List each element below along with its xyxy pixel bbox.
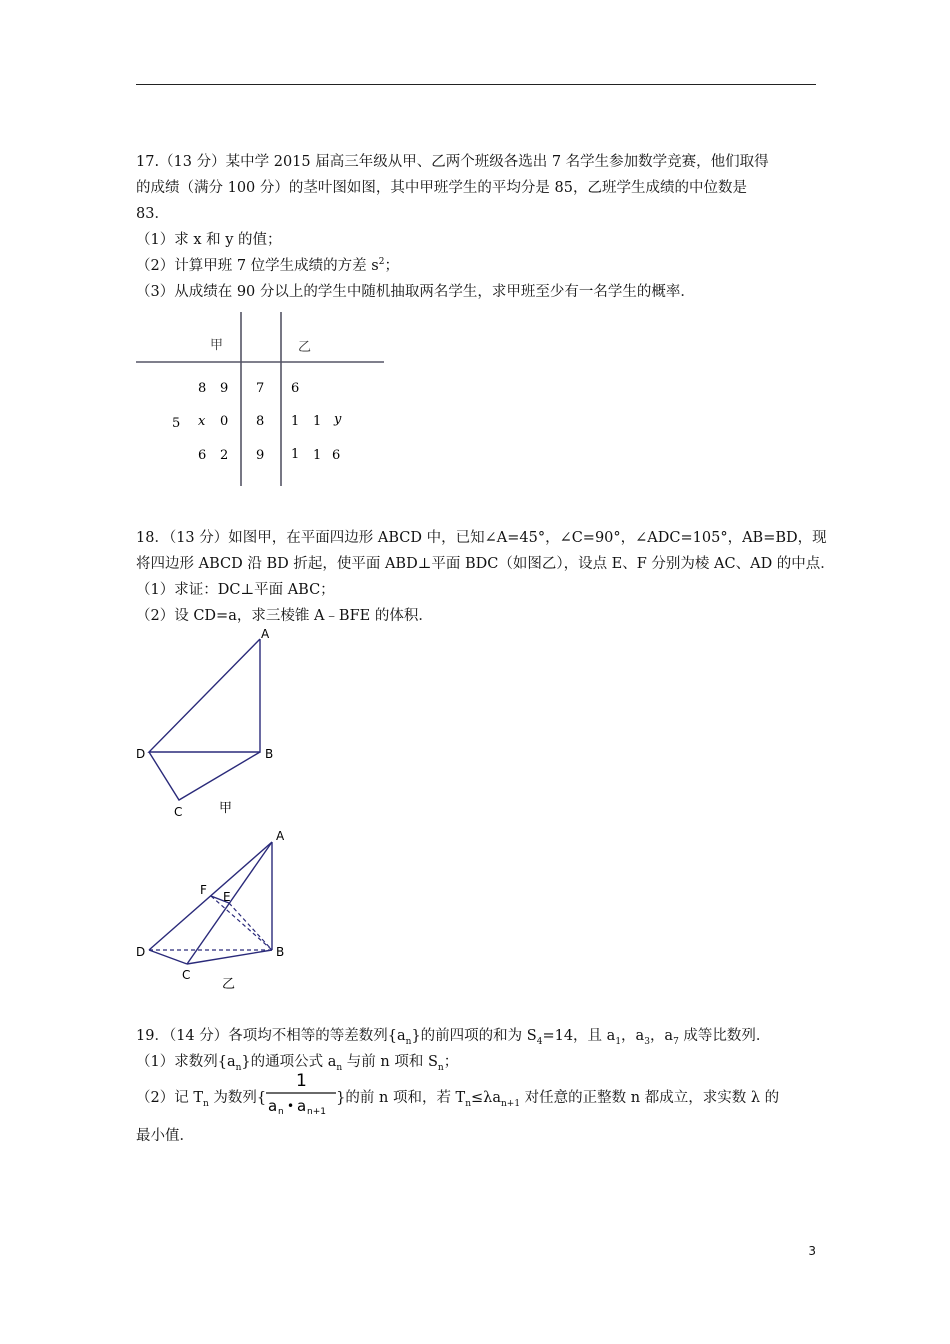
figure-yi	[130, 826, 300, 996]
label-F: F	[200, 883, 207, 897]
fraction-den-a: a	[268, 1097, 278, 1115]
q17-line2: 的成绩（满分 100 分）的茎叶图如图，其中甲班学生的平均分是 85，乙班学生成绩的中位数是	[136, 180, 747, 196]
fraction-den-b: n	[278, 1107, 284, 1117]
label-A: A	[261, 627, 270, 641]
label-B: B	[276, 945, 285, 959]
header-rule	[136, 84, 816, 85]
q17-part2: （2）计算甲班 7 位学生成绩的方差 $s^2$；	[136, 257, 399, 274]
label-D: D	[136, 747, 146, 761]
stem-header-left: 甲	[210, 338, 224, 353]
leaf-right: 1	[313, 414, 322, 429]
fraction-den-dot: •	[287, 1099, 295, 1113]
leaf-left: 6	[198, 448, 207, 463]
label-B: B	[265, 747, 274, 761]
figure-jia	[130, 624, 290, 824]
leaf-right: y	[334, 412, 342, 427]
label-C: C	[182, 968, 191, 982]
q18-part2: （2）设 CD=a，求三棱锥 A﹣BFE 的体积．	[136, 608, 433, 624]
label-C: C	[174, 805, 183, 819]
q18-line2: 将四边形 ABCD 沿 BD 折起，使平面 ABD⊥平面 BDC（如图乙），设点 E、F 分别为棱 AC、AD 的中点．	[136, 556, 835, 572]
q18-part1: （1）求证：DC⊥平面 ABC；	[136, 582, 335, 598]
leaf-left: x	[198, 414, 206, 429]
label-E: E	[223, 890, 231, 904]
leaf-left: 0	[220, 414, 229, 429]
q17-part1: （1）求 x 和 y 的值；	[136, 232, 282, 248]
q17-part3: （3）从成绩在 90 分以上的学生中随机抽取两名学生，求甲班至少有一名学生的概率．	[136, 284, 695, 300]
q19-part1: （1）求数列$\{a_n\}$的通项公式 $a_n$ 与前 n 项和 $S_n$；	[136, 1054, 459, 1073]
q19-part2-line2: 最小值．	[136, 1128, 194, 1144]
leaf-right: 1	[313, 448, 322, 463]
fraction-numerator: 1	[296, 1071, 307, 1091]
leaf-right: 1	[291, 447, 300, 462]
q19-part2: （2）记 $T_n$ 为数列{ }的前 n 项和，若 $T_n\le\lambda a_{n+1}$ 对任意的正整数 n 都成立，求实数 λ 的	[136, 1090, 780, 1109]
leaf-right: 6	[291, 381, 300, 396]
leaf-left: 8	[198, 381, 207, 396]
label-A: A	[276, 829, 285, 843]
label-D: D	[136, 945, 146, 959]
stem-header-right: 乙	[298, 340, 312, 355]
figure-caption: 甲	[219, 801, 233, 816]
q17-line3: 83．	[136, 206, 169, 222]
stem-value: 9	[256, 448, 265, 463]
leaf-right: 1	[291, 414, 300, 429]
fraction-den-d: n+1	[307, 1107, 326, 1117]
stem-leaf-diagram	[136, 312, 386, 490]
leaf-left: 5	[172, 416, 181, 431]
q19-line1: 19．（14 分）各项均不相等的等差数列$\{a_n\}$的前四项的和为 $S_4=14$，且 $a_1$，$a_3$，$a_7$ 成等比数列．	[136, 1028, 771, 1047]
stem-value: 8	[256, 414, 265, 429]
stem-value: 7	[256, 381, 265, 396]
figure-caption: 乙	[222, 977, 236, 992]
leaf-left: 9	[220, 381, 229, 396]
q17-line1: 17.（13 分）某中学 2015 届高三年级从甲、乙两个班级各选出 7 名学生参加数学竞赛，他们取得	[136, 154, 769, 170]
leaf-left: 2	[220, 448, 229, 463]
fraction-den-c: a	[297, 1097, 307, 1115]
q18-line1: 18．（13 分）如图甲，在平面四边形 ABCD 中，已知∠A=45°，∠C=90°，∠ADC=105°，AB=BD，现	[136, 530, 827, 546]
leaf-right: 6	[332, 448, 341, 463]
fraction-expression	[264, 1068, 340, 1118]
page-number: 3	[808, 1244, 816, 1258]
